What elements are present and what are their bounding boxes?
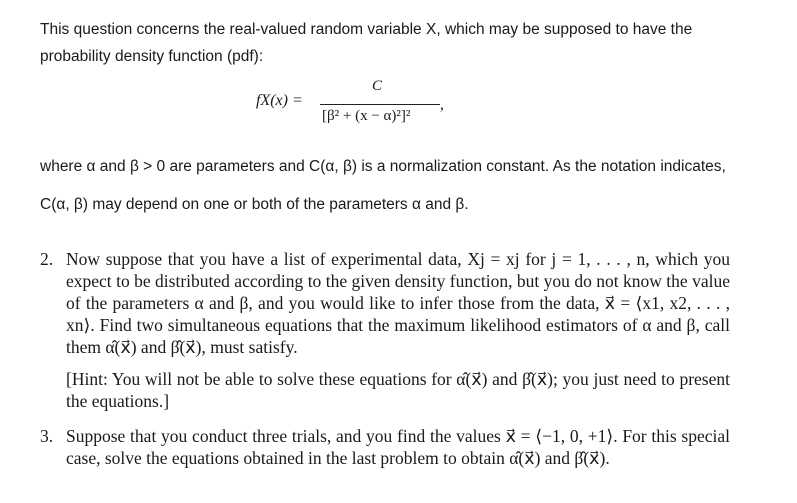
parameters-line-2: C(α, β) may depend on one or both of the parameters α and β.	[40, 196, 469, 213]
question-2-number: 2.	[40, 249, 54, 269]
intro-line-1: This question concerns the real-valued random variable X, which may be supposed to have the	[40, 21, 693, 38]
pdf-formula	[256, 80, 556, 136]
parameters-paragraph	[40, 148, 780, 224]
formula-comma: ,	[440, 96, 444, 113]
question-2	[40, 248, 730, 412]
intro-paragraph	[40, 16, 780, 70]
formula-denominator: [β² + (x − α)²]²	[322, 108, 411, 124]
question-2-hint: [Hint: You will not be able to solve these equations for α̂(x⃗) and β̂(x⃗); you just need to present the equations.]	[66, 369, 730, 411]
question-2-text: Now suppose that you have a list of experimental data, Xj = xj for j = 1, . . . , n, which you expect to be distributed according to the given density function, but you do not know the value of the parameters α and β, and you would like to infer those from the data, x⃗ = ⟨x1, x2, . . . , xn⟩. Find two simultaneous equations that the maximum likelihood estimators of α and β, call them α̂(x⃗) and β̂(x⃗), must satisfy.	[66, 249, 730, 357]
question-3-text: Suppose that you conduct three trials, and you find the values x⃗ = ⟨−1, 0, +1⟩. For this special case, solve the equations obtained in the last problem to obtain α̂(x⃗) and β̂(x⃗).	[66, 426, 730, 468]
formula-numerator: C	[372, 78, 383, 94]
question-3	[40, 425, 730, 469]
intro-line-2: probability density function (pdf):	[40, 48, 264, 65]
formula-lhs: fX(x) =	[256, 92, 303, 109]
question-3-number: 3.	[40, 426, 54, 446]
parameters-line-1: where α and β > 0 are parameters and C(α, β) is a normalization constant. As the notation indicates,	[40, 158, 726, 175]
fraction-bar	[320, 104, 440, 105]
